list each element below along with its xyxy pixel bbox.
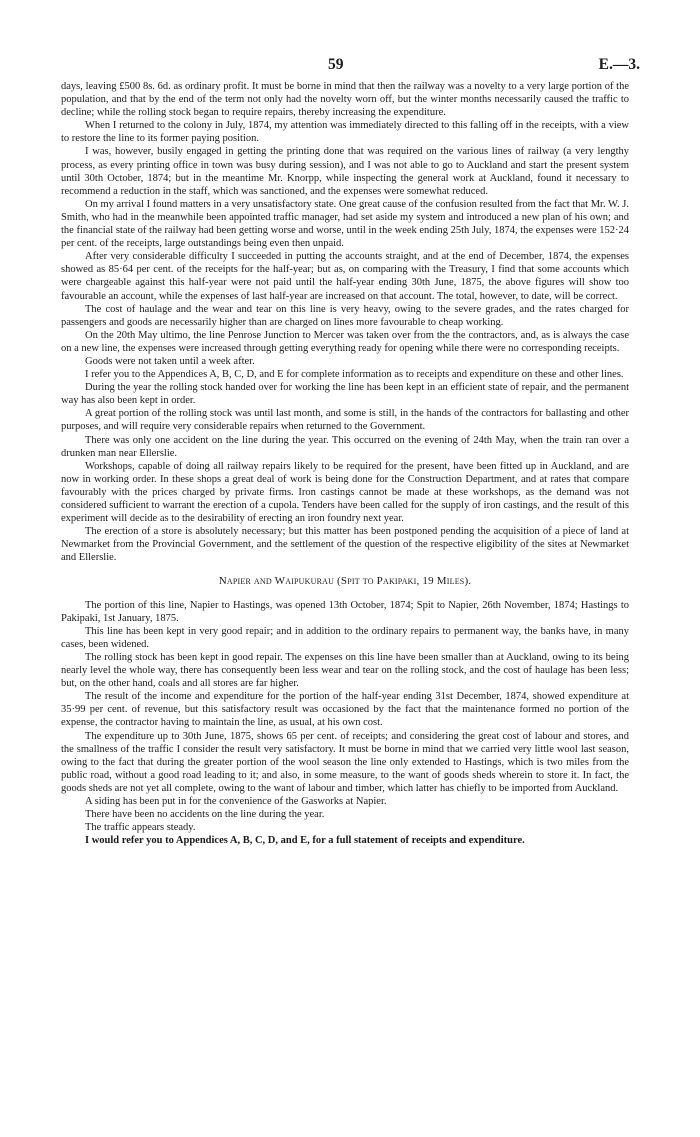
paragraph: After very considerable difficulty I succeeded in putting the accounts straight, and at the end of December, 1874, the expenses showed as 85·64 per cent. of the receipts for the half-year; but as, on comparing with the Treasury, I find that some accounts which were chargeable against this half-year were not paid until the half-year ending 30th June, 1875, the above figures will show too favourable an account, while the expenses of last half-year are increased on that account. The total, however, to date, will be correct. [61, 251, 629, 302]
paragraph: days, leaving £500 8s. 6d. as ordinary profit. It must be borne in mind that then the railway was a novelty to a very large portion of the population, and that by the end of the term not only had the novelty worn off, but the winter months necessarily caused the traffic to decline; while the rolling stock began to require repairs, thereby increasing the expenditure. [61, 81, 629, 119]
paragraph: On the 20th May ultimo, the line Penrose Junction to Mercer was taken over from the the contractors, and, as is always the case on a new line, the expenses were increased through getting everything ready for opening while there were no corresponding receipts. [61, 329, 629, 354]
paragraph: The portion of this line, Napier to Hastings, was opened 13th October, 1874; Spit to Napier, 26th November, 1874; Hastings to Pakipaki, 1st January, 1875. [61, 599, 629, 624]
paragraph: I was, however, busily engaged in getting the printing done that was required on the various lines of railway (a very lengthy process, as every printing office in town was busy during session), and I was not able to go to Auckland and start the present system until 30th October, 1874; but in the meantime Mr. Knorpp, while inspecting the general work at Auckland, found it necessary to recommend a reduction in the staff, which was sanctioned, and the expenses were somewhat reduced. [61, 146, 629, 197]
paragraph: I refer you to the Appendices A, B, C, D, and E for complete information as to receipts and expenditure on these and other lines. [85, 369, 624, 381]
paragraph: Workshops, capable of doing all railway repairs likely to be required for the present, have been fitted up in Auckland, and are now in working order. In these shops a great deal of work is being done for the Construction Department, and at rates that compare favourably with the prices charged by private firms. Iron castings cannot be made at these workshops, as the demand was not considered sufficient to warrant the erection of a cupola. Tenders have been called for the supply of iron castings, and the result of this experiment will decide as to the desirability of erecting an iron foundry next year. [61, 460, 629, 525]
page-number: 59 [328, 56, 344, 73]
paragraph: The erection of a store is absolutely necessary; but this matter has been postponed pending the acquisition of a piece of land at Newmarket from the Provincial Government, and the settlement of the question of the respective eligibility of the sites at Newmarket and Ellerslie. [61, 526, 629, 564]
paragraph: On my arrival I found matters in a very unsatisfactory state. One great cause of the confusion resulted from the fact that Mr. W. J. Smith, who had in the meanwhile been appointed traffic manager, had set aside my system and introduced a new plan of his own; and the financial state of the railway had been getting worse and worse, until in the week ending 25th July, 1874, the expenses were 152·24 per cent. of the receipts, large outstandings being even then unpaid. [61, 198, 629, 250]
paragraph: The traffic appears steady. [85, 822, 196, 834]
paragraph: This line has been kept in very good repair; and in addition to the ordinary repairs to permanent way, the banks have, in many cases, been widened. [61, 625, 629, 650]
paragraph: A great portion of the rolling stock was until last month, and some is still, in the hands of the contractors for ballasting and other purposes, and will require very considerable repairs when returned to the Government. [61, 408, 629, 433]
section-heading: Napier and Waipukurau (Spit to Pakipaki, 19 Miles). [218, 575, 472, 588]
series-reference: E.—3. [598, 56, 640, 73]
paragraph: There have been no accidents on the line during the year. [85, 809, 325, 821]
paragraph: The rolling stock has been kept in good repair. The expenses on this line have been smaller than at Auckland, owing to its being nearly level the whole way, there has consequently been less wear and tear on the rolling stock, and the cost of haulage has been less; but, on the other hand, coals and all stores are far higher. [61, 651, 629, 690]
paragraph: A siding has been put in for the convenience of the Gasworks at Napier. [85, 795, 387, 807]
paragraph: During the year the rolling stock handed over for working the line has been kept in an efficient state of repair, and the permanent way has also been kept in order. [61, 382, 629, 407]
paragraph: When I returned to the colony in July, 1874, my attention was immediately directed to this falling off in the receipts, with a view to restore the line to its former paying position. [61, 120, 629, 145]
paragraph: There was only one accident on the line during the year. This occurred on the evening of 24th May, when the train ran over a drunken man near Ellerslie. [61, 434, 629, 459]
paragraph: The cost of haulage and the wear and tear on this line is very heavy, owing to the severe grades, and the rates charged for passengers and goods are necessarily higher than are charged on lines more favourable to cheap working. [61, 303, 629, 328]
paragraph: The expenditure up to 30th June, 1875, shows 65 per cent. of receipts; and considering the great cost of labour and stores, and the smallness of the traffic I consider the result very satisfactory. It must be borne in mind that we carried very little wool last season, owing to the fact that during the greater portion of the wool season the line only extended to Hastings, which is two miles from the public road, without a good road leading to it; and also, in some measure, to the want of goods sheds wherein to store it. In fact, the goods sheds are not yet all complete, owing to the want of labour and timber, which latter has chiefly to be imported from Auckland. [61, 730, 629, 794]
paragraph: The result of the income and expenditure for the portion of the half-year ending 31st December, 1874, showed expenditure at 35·99 per cent. of revenue, but this satisfactory result was occasioned by the fact that the maintenance formed no portion of the expense, the contractor having to maintain the line, as usual, at his own cost. [61, 691, 629, 729]
page-body [61, 80, 629, 847]
page-header [0, 56, 700, 76]
paragraph: I would refer you to Appendices A, B, C, D, and E, for a full statement of receipts and expenditure. [85, 835, 525, 847]
paragraph: Goods were not taken until a week after. [85, 355, 255, 367]
